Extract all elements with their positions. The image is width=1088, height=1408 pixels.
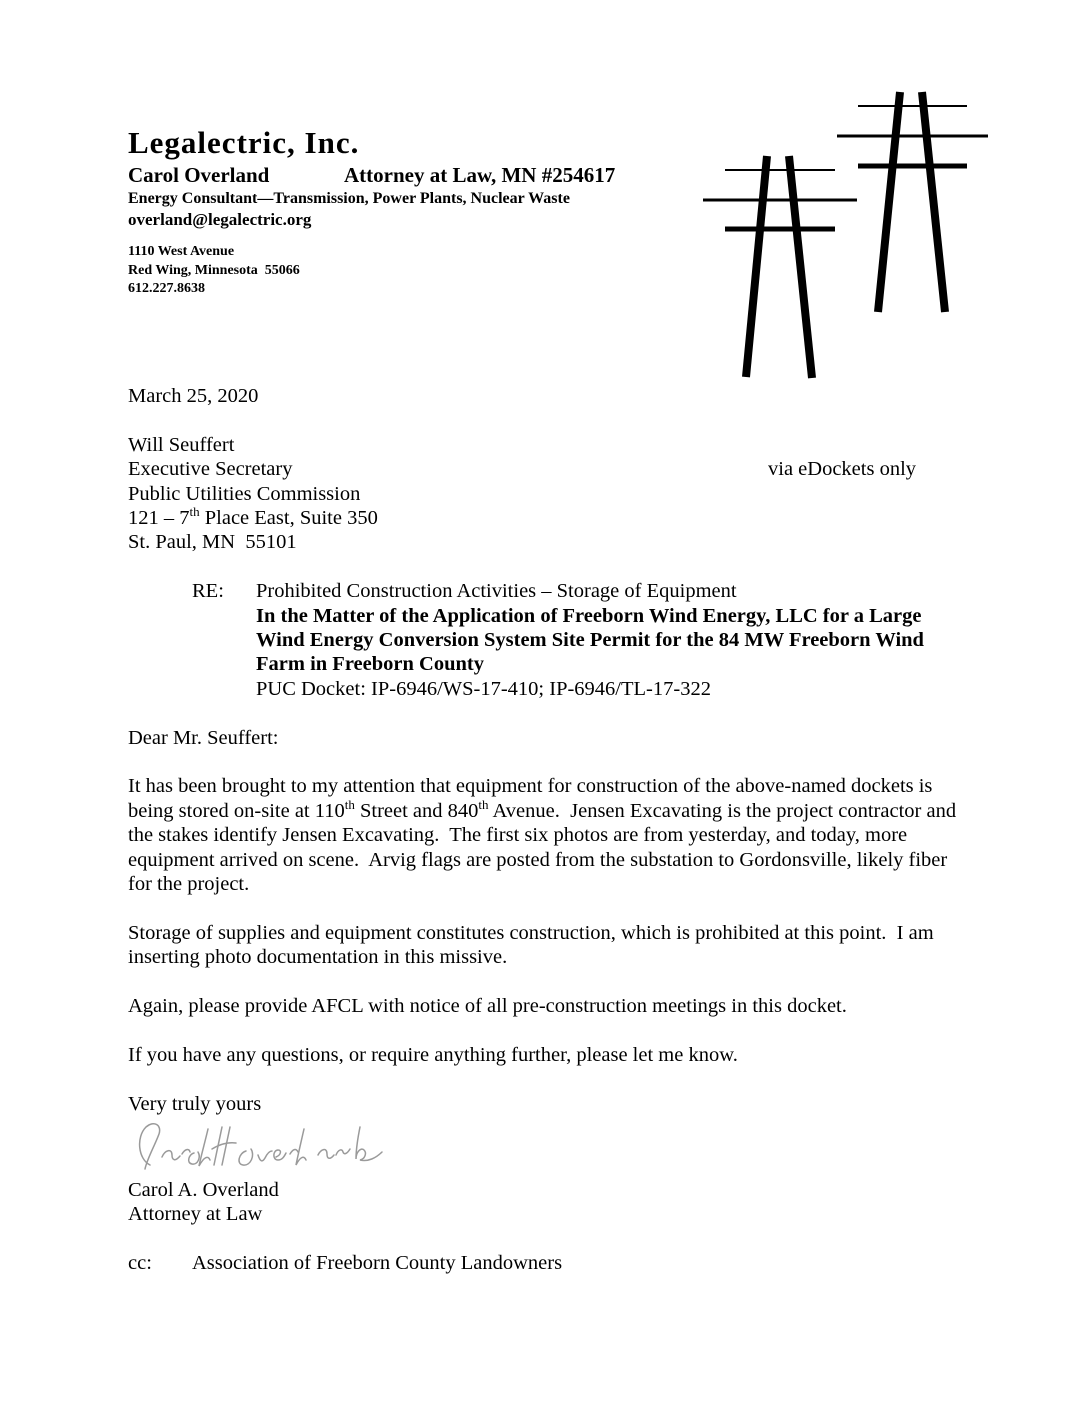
paragraph-2: Storage of supplies and equipment constitutes construction, which is prohibited at this point. I am inserting photo documentation in this missive. [128,921,939,969]
paragraph-1: It has been brought to my attention that equipment for construction of the above-named dockets is being stored on-site at 110th Street and 840th Avenue. Jensen Excavating is the project contractor and the stakes identify Jensen Excavating. The first six photos are from yesterday, and today, more equipment arrived on scene. Arvig flags are posted from the substation to Gordonsville, likely fiber for the project. [128,775,962,896]
re-matter-line-1: In the Matter of the Application of Freeborn Wind Energy, LLC for a Large [256,604,922,627]
address-line-1: 1110 West Avenue [128,244,235,259]
cc-label: cc: [128,1252,152,1275]
ordinal-suffix: th [344,797,355,813]
ordinal-suffix: th [478,797,489,813]
cc-block [128,1251,960,1275]
recipient-block [128,433,960,555]
signer-title: Attorney at Law [128,1203,263,1226]
re-subject: Prohibited Construction Activities – Storage of Equipment [256,580,737,603]
letterhead [128,124,615,299]
letter-body [128,384,960,1276]
email-address: overland@legalectric.org [128,210,312,229]
signer-name: Carol A. Overland [128,1179,279,1202]
paragraph-4: If you have any questions, or require anything further, please let me know. [128,1043,738,1066]
letter-date: March 25, 2020 [128,385,259,407]
cc-value: Association of Freeborn County Landowners [192,1252,563,1275]
company-name: Legalectric, Inc. [128,125,360,160]
re-matter-line-3: Farm in Freeborn County [256,653,484,676]
paragraph-3: Again, please provide AFCL with notice of all pre-construction meetings in this docket. [128,995,847,1018]
handwritten-signature-icon [134,1117,960,1178]
recipient-name: Will Seuffert [128,433,235,456]
letterhead-name-title-line [128,162,615,188]
re-content [256,579,924,701]
ordinal-suffix: th [189,504,200,520]
address-line-2: Red Wing, Minnesota 55066 [128,262,300,278]
recipient-org: Public Utilities Commission [128,482,361,505]
phone-number: 612.227.8638 [128,281,205,296]
re-docket: PUC Docket: IP-6946/WS-17-410; IP-6946/TL-17-322 [256,677,711,700]
attorney-title: Attorney at Law, MN #254617 [344,163,616,187]
recipient-address-1: 121 – 7th Place East, Suite 350 [128,504,378,530]
recipient-address-2: St. Paul, MN 55101 [128,531,297,554]
transmission-towers-icon [690,85,1000,390]
re-matter-line-2: Wind Energy Conversion System Site Permit for the 84 MW Freeborn Wind [256,629,924,652]
delivery-method: via eDockets only [768,458,917,481]
specialty-line: Energy Consultant—Transmission, Power Plants, Nuclear Waste [128,190,570,207]
re-label: RE: [192,580,224,603]
attorney-name: Carol Overland [128,163,270,187]
re-block [192,579,960,701]
recipient-title: Executive Secretary [128,458,293,481]
valediction: Very truly yours [128,1092,262,1115]
letterhead-address [128,243,615,299]
salutation: Dear Mr. Seuffert: [128,726,279,749]
